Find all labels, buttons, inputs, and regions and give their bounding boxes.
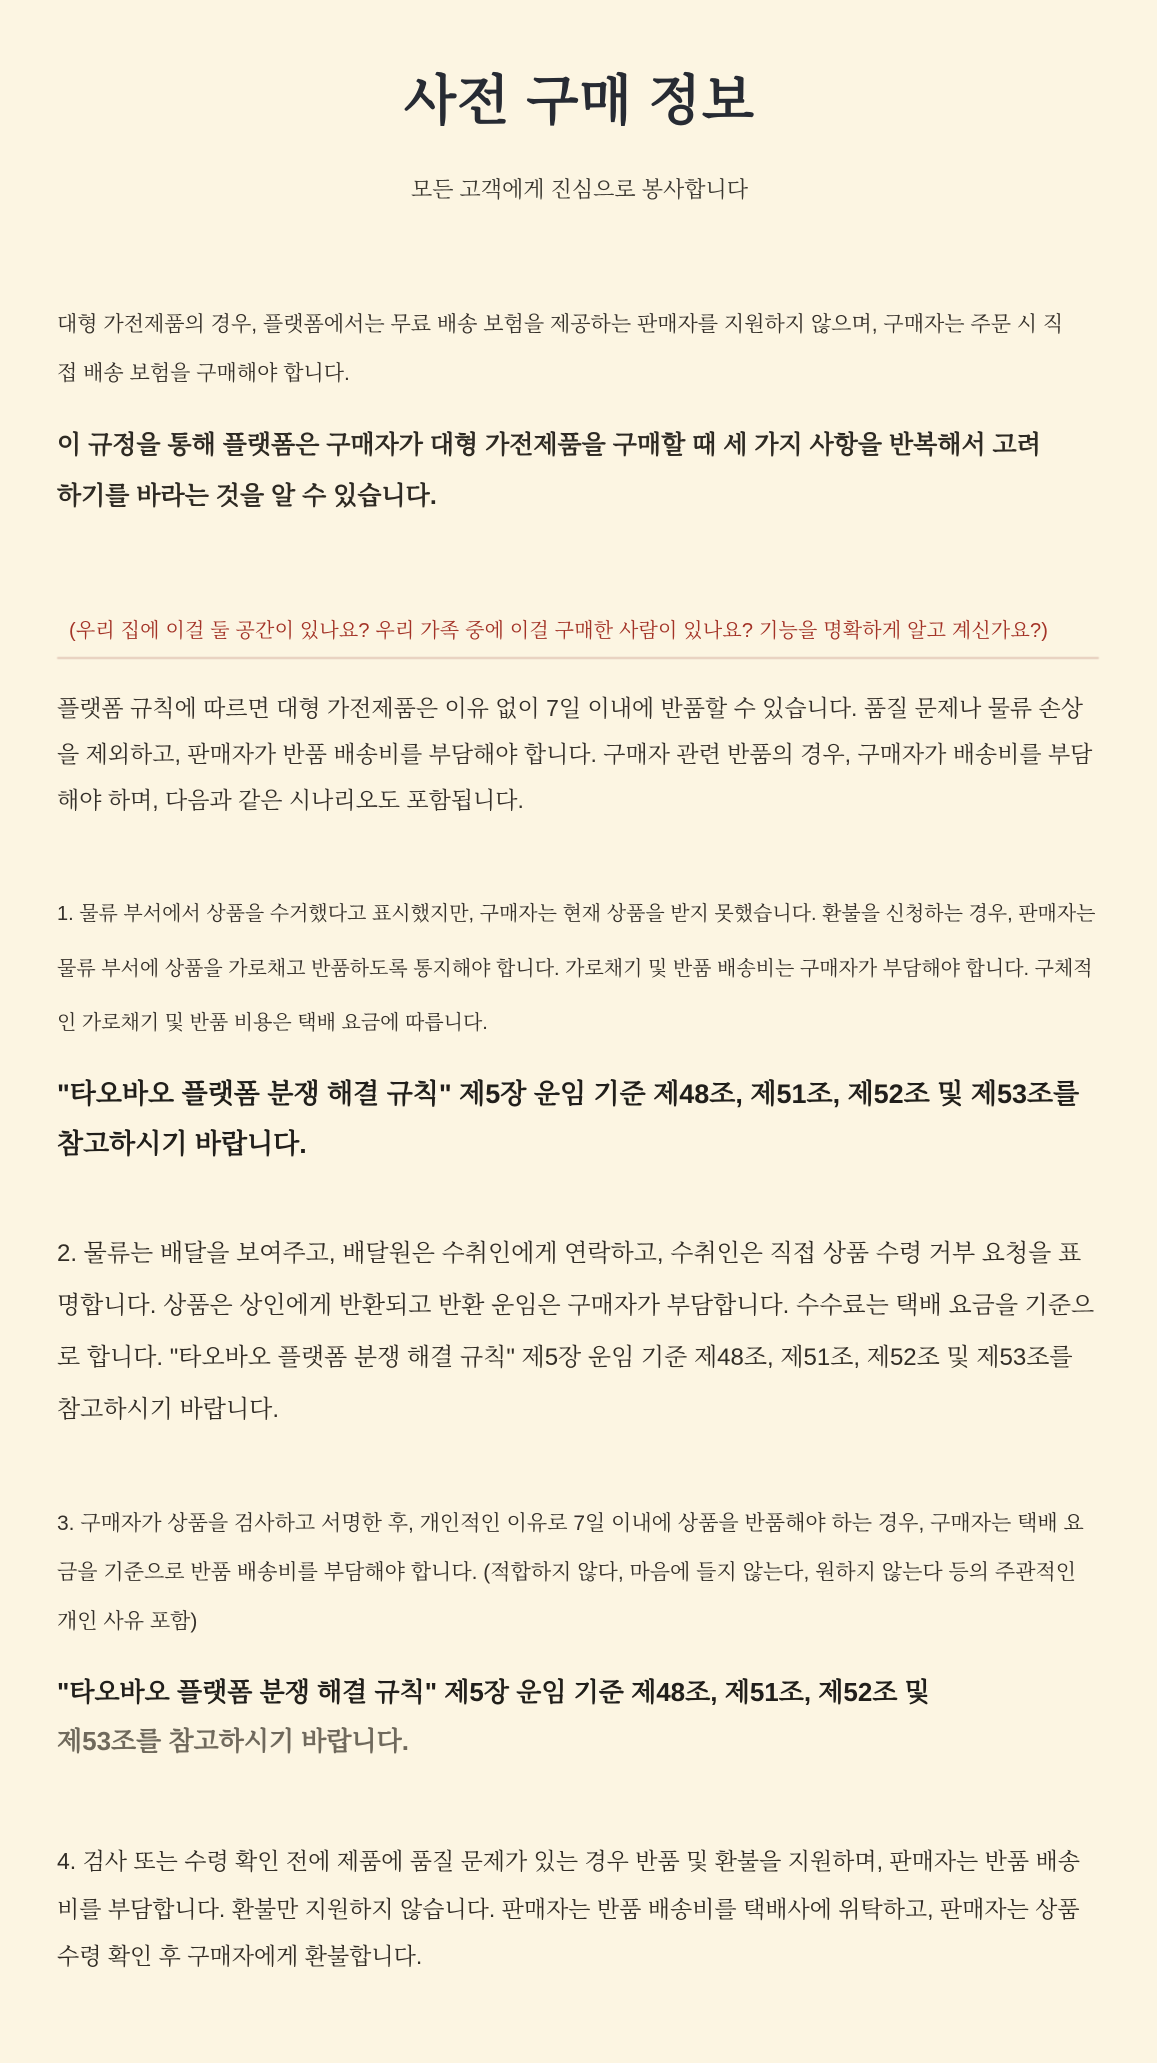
scenario-3-rule-reference-line1: "타오바오 플랫폼 분쟁 해결 규칙" 제5장 운임 기준 제48조, 제51조, 제52조 및: [57, 1676, 930, 1707]
buyer-questions-note: (우리 집에 이걸 둘 공간이 있나요? 우리 가족 중에 이걸 구매한 사람이 있나요? 기능을 명확하게 알고 계신가요?): [69, 620, 1049, 643]
shipping-insurance-notice: 대형 가전제품의 경우, 플랫폼에서는 무료 배송 보험을 제공하는 판매자를 지원하지 않으며, 구매자는 주문 시 직접 배송 보험을 구매해야 합니다.: [57, 313, 1064, 386]
scenario-2-text: 2. 물류는 배달을 보여주고, 배달원은 수취인에게 연락하고, 수취인은 직접 상품 수령 거부 요청을 표명합니다. 상품은 상인에게 반환되고 반환 운임은 구매자가 부담합니다. 수수료는 택배 요금을 기준으로 합니다. "타오바오 플랫폼 분쟁 해결 규칙" 제5장 운임 기준 제48조, 제51조, 제52조 및 제53조를 참고하시기 바랍니다.: [57, 1240, 1095, 1424]
scenario-3-text: 3. 구매자가 상품을 검사하고 서명한 후, 개인적인 이유로 7일 이내에 상품을 반품해야 하는 경우, 구매자는 택배 요금을 기준으로 반품 배송비를 부담해야 합니다. (적합하지 않다, 마음에 들지 않는다, 원하지 않는다 등의 주관적인 개인 사유 포함): [57, 1511, 1084, 1634]
scenario-3-rule-reference-line2: 제53조를 참고하시기 바랍니다.: [57, 1725, 409, 1756]
policy-intent-paragraph: 이 규정을 통해 플랫폼은 구매자가 대형 가전제품을 구매할 때 세 가지 사항을 반복해서 고려하기를 바라는 것을 알 수 있습니다.: [57, 430, 1041, 510]
scenario-4-text: 4. 검사 또는 수령 확인 전에 제품에 품질 문제가 있는 경우 반품 및 환불을 지원하며, 판매자는 반품 배송비를 부담합니다. 환불만 지원하지 않습니다. 판매자는 반품 배송비를 택배사에 위탁하고, 판매자는 상품 수령 확인 후 구매자에게 환불합니다.: [57, 1848, 1080, 1969]
return-policy-paragraph: 플랫폼 규칙에 따르면 대형 가전제품은 이유 없이 7일 이내에 반품할 수 있습니다. 품질 문제나 물류 손상을 제외하고, 판매자가 반품 배송비를 부담해야 합니다. 구매자 관련 반품의 경우, 구매자가 배송비를 부담해야 하며, 다음과 같은 시나리오도 포함됩니다.: [57, 695, 1093, 814]
scenario-1-rule-reference: "타오바오 플랫폼 분쟁 해결 규칙" 제5장 운임 기준 제48조, 제51조, 제52조 및 제53조를 참고하시기 바랍니다.: [57, 1079, 1080, 1160]
page-title: 사전 구매 정보: [404, 71, 755, 131]
divider-line: [57, 657, 1099, 659]
scenario-1-text: 1. 물류 부서에서 상품을 수거했다고 표시했지만, 구매자는 현재 상품을 받지 못했습니다. 환불을 신청하는 경우, 판매자는 물류 부서에 상품을 가로채고 반품하도록 통지해야 합니다. 가로채기 및 반품 배송비는 구매자가 부담해야 합니다. 구체적인 가로채기 및 반품 비용은 택배 요금에 따릅니다.: [57, 903, 1096, 1034]
scenario-3-rule-reference: [57, 1668, 1087, 1767]
page-subtitle: 모든 고객에게 진심으로 봉사합니다: [410, 177, 749, 202]
